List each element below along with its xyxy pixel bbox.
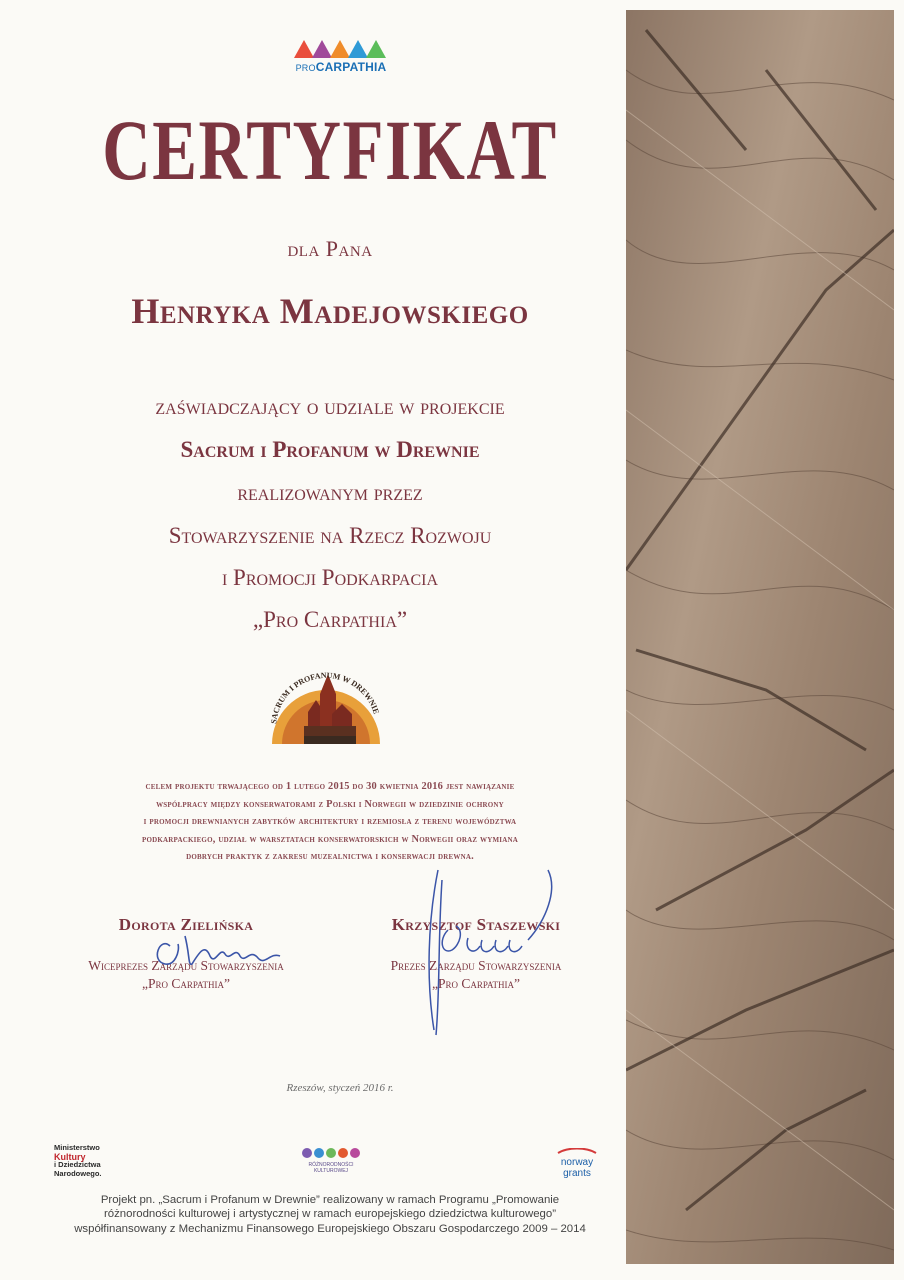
recipient-prefix: dla Pana [287,236,373,261]
purpose-line: dobrych praktyk z zakresu muzealnictwa i konserwacji drewna. [186,851,474,862]
purpose-line: i promocji drewnianych zabytków architektury i rzemiosła z terenu województwa [143,816,517,827]
pro-carpathia-logo-text: PROCARPATHIA [295,60,387,74]
pro-carpathia-logo [290,38,392,74]
church-emblem-icon [264,664,388,748]
purpose-line: podkarpackiego, udział w warsztatach konserwatorskich w Norwegii oraz wymiana [142,833,518,845]
norway-logo-line: norway [560,1157,594,1168]
ministry-logo-line: Kultury [54,1151,86,1162]
footer-line: Projekt pn. „Sacrum i Profanum w Drewnie” realizowany w ramach Programu „Promowanie [100,1194,560,1206]
norway-grants-logo [552,1146,602,1179]
sacrum-logo-text: SACRUM I PROFANUM W DREWNIE [269,670,381,725]
body-line-3: realizowanym przez [237,480,423,505]
wood-texture-panel [626,10,894,1264]
ministry-logo-line: i Dziedzictwa [54,1160,101,1169]
body-line-project-name: Sacrum i Profanum w Drewnie [180,437,480,462]
signatory-left-role: Wiceprezes Zarządu Stowarzyszenia [88,958,284,973]
body-line-4: Stowarzyszenie na Rzecz Rozwoju [168,523,492,548]
signatory-right-org: „Pro Carpathia” [431,976,521,991]
certificate-title: CERTYFIKAT [102,102,558,198]
footer-line: współfinansowany z Mechanizmu Finansowego Europejskiego Obszaru Gospodarczego 2009 – 2014 [74,1222,586,1235]
signatory-left-org: „Pro Carpathia” [141,976,231,991]
footer-line: różnorodności kulturowej i artystycznej w ramach europejskiego dziedzictwa kulturowego” [103,1208,557,1221]
diversity-circles-icon [296,1146,366,1160]
diversity-logo-text [296,1162,366,1174]
body-line-6: „Pro Carpathia” [252,607,408,632]
cultural-diversity-logo [296,1146,366,1178]
signatory-left-name: Dorota Zielińska [118,915,254,934]
body-line-5: i Promocji Podkarpacia [221,565,439,590]
purpose-line: celem projektu trwającego od 1 lutego 2015 do 30 kwietnia 2016 jest nawiązanie [145,781,515,792]
triangles-icon [290,38,392,60]
sacrum-profanum-logo [264,664,388,748]
signatory-right-role: Prezes Zarządu Stowarzyszenia [390,958,562,973]
signatory-right-name: Krzysztof Staszewski [391,915,561,934]
footer-note [40,1193,620,1236]
handwritten-signature-left [130,916,300,976]
ministry-logo-line: Ministerstwo [54,1143,100,1152]
ministry-logo-line: Narodowego. [54,1168,102,1178]
handwritten-signature-right [408,860,568,1040]
diversity-logo-line: KULTUROWEJ [313,1168,349,1174]
norway-arc-icon [552,1148,602,1154]
wood-texture-image [626,10,894,1264]
diversity-logo-line: RÓŻNORODNOŚCI [308,1162,354,1168]
recipient-name: Henryka Madejowskiego [131,291,529,331]
body-line-1: zaświadczający o udziale w projekcie [155,394,505,419]
norway-logo-line: grants [563,1168,591,1179]
purpose-line: współpracy między konserwatorami z Polski i Norwegii w dziedzinie ochrony [156,798,504,810]
project-purpose [74,778,586,866]
ministry-culture-logo [54,1144,116,1178]
place-and-date: Rzeszów, styczeń 2016 r. [286,1082,394,1094]
